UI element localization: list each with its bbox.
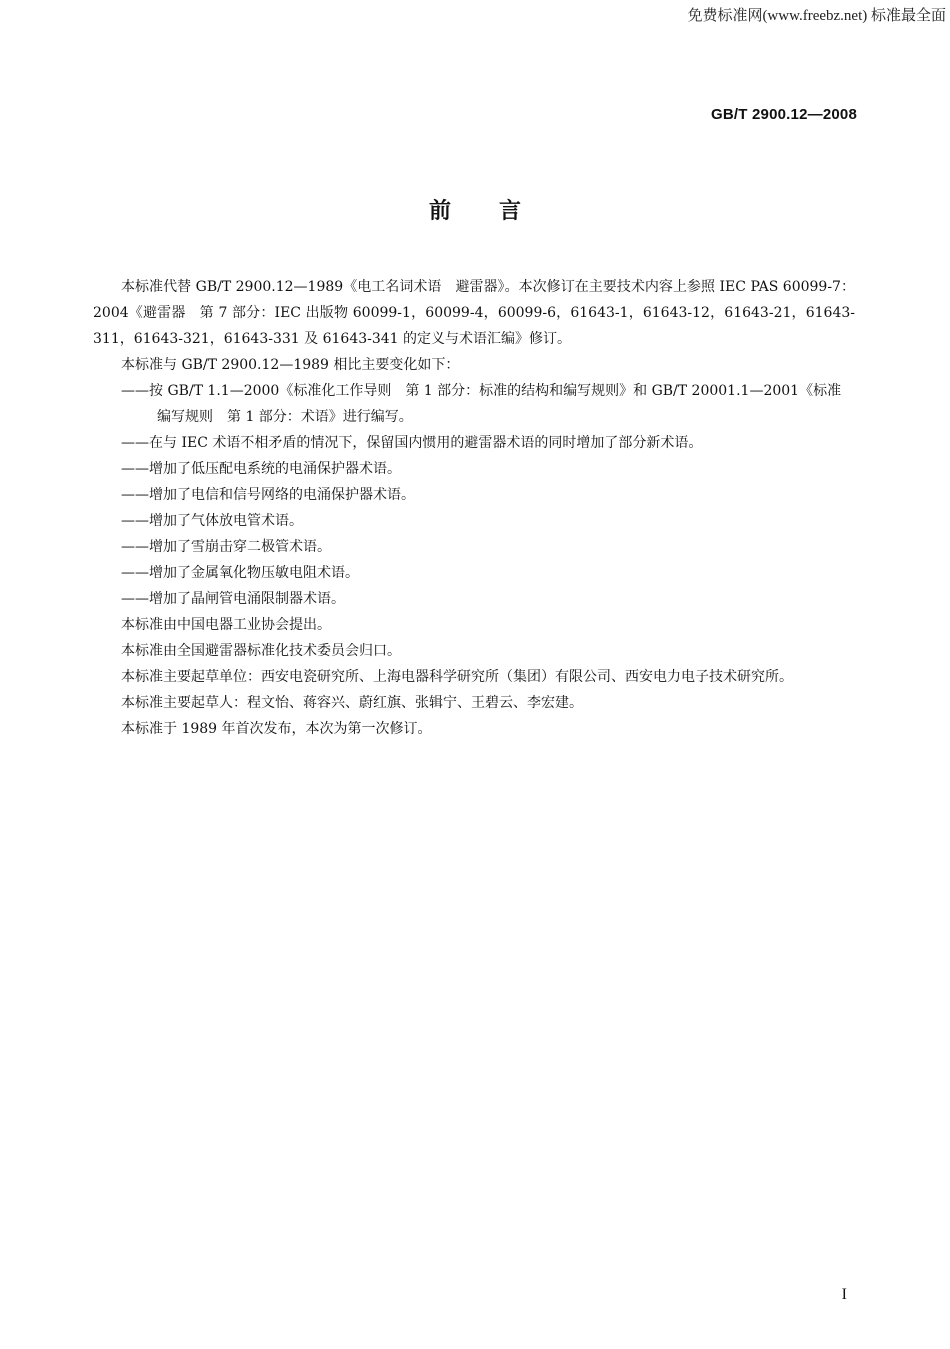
standard-number: GB/T 2900.12—2008 xyxy=(711,106,857,123)
paragraph-replacement: 本标准代替 GB/T 2900.12—1989《电工名词术语 避雷器》。本次修订在主要技术内容上参照 IEC PAS 60099-7：2004《避雷器 第 7 部分：IEC 出版物 60099-1，60099-4，60099-6，61643-1，61643-12，61643-21，61643-311，61643-321，61643-331 及 61643-341 的定义与术语汇编》修订。 xyxy=(93,279,855,347)
change-item: ——增加了低压配电系统的电涌保护器术语。 xyxy=(121,461,401,477)
site-watermark: 免费标准网(www.freebz.net) 标准最全面 xyxy=(687,8,946,24)
paragraph-drafting-units: 本标准主要起草单位：西安电瓷研究所、上海电器科学研究所（集团）有限公司、西安电力电子技术研究所。 xyxy=(121,669,793,685)
page-title: 前言 xyxy=(428,199,569,224)
paragraph-history: 本标准于 1989 年首次发布，本次为第一次修订。 xyxy=(121,721,432,737)
page-number: I xyxy=(841,1286,847,1303)
preface-body xyxy=(93,274,855,742)
change-item: ——增加了晶闸管电涌限制器术语。 xyxy=(121,591,345,607)
change-item: ——增加了电信和信号网络的电涌保护器术语。 xyxy=(121,487,415,503)
change-item: ——增加了雪崩击穿二极管术语。 xyxy=(121,539,331,555)
paragraph-committee: 本标准由全国避雷器标准化技术委员会归口。 xyxy=(121,643,401,659)
change-item: ——在与 IEC 术语不相矛盾的情况下，保留国内惯用的避雷器术语的同时增加了部分新术语。 xyxy=(121,435,703,451)
change-item: ——增加了气体放电管术语。 xyxy=(121,513,303,529)
paragraph-proposer: 本标准由中国电器工业协会提出。 xyxy=(121,617,331,633)
paragraph-drafters: 本标准主要起草人：程文怡、蒋容兴、蔚红旗、张辑宁、王碧云、李宏建。 xyxy=(121,695,583,711)
paragraph-changes-intro: 本标准与 GB/T 2900.12—1989 相比主要变化如下： xyxy=(121,357,460,373)
change-item: ——按 GB/T 1.1—2000《标准化工作导则 第 1 部分：标准的结构和编写规则》和 GB/T 20001.1—2001《标准编写规则 第 1 部分：术语》进行编写。 xyxy=(121,383,842,425)
change-item: ——增加了金属氧化物压敏电阻术语。 xyxy=(121,565,359,581)
